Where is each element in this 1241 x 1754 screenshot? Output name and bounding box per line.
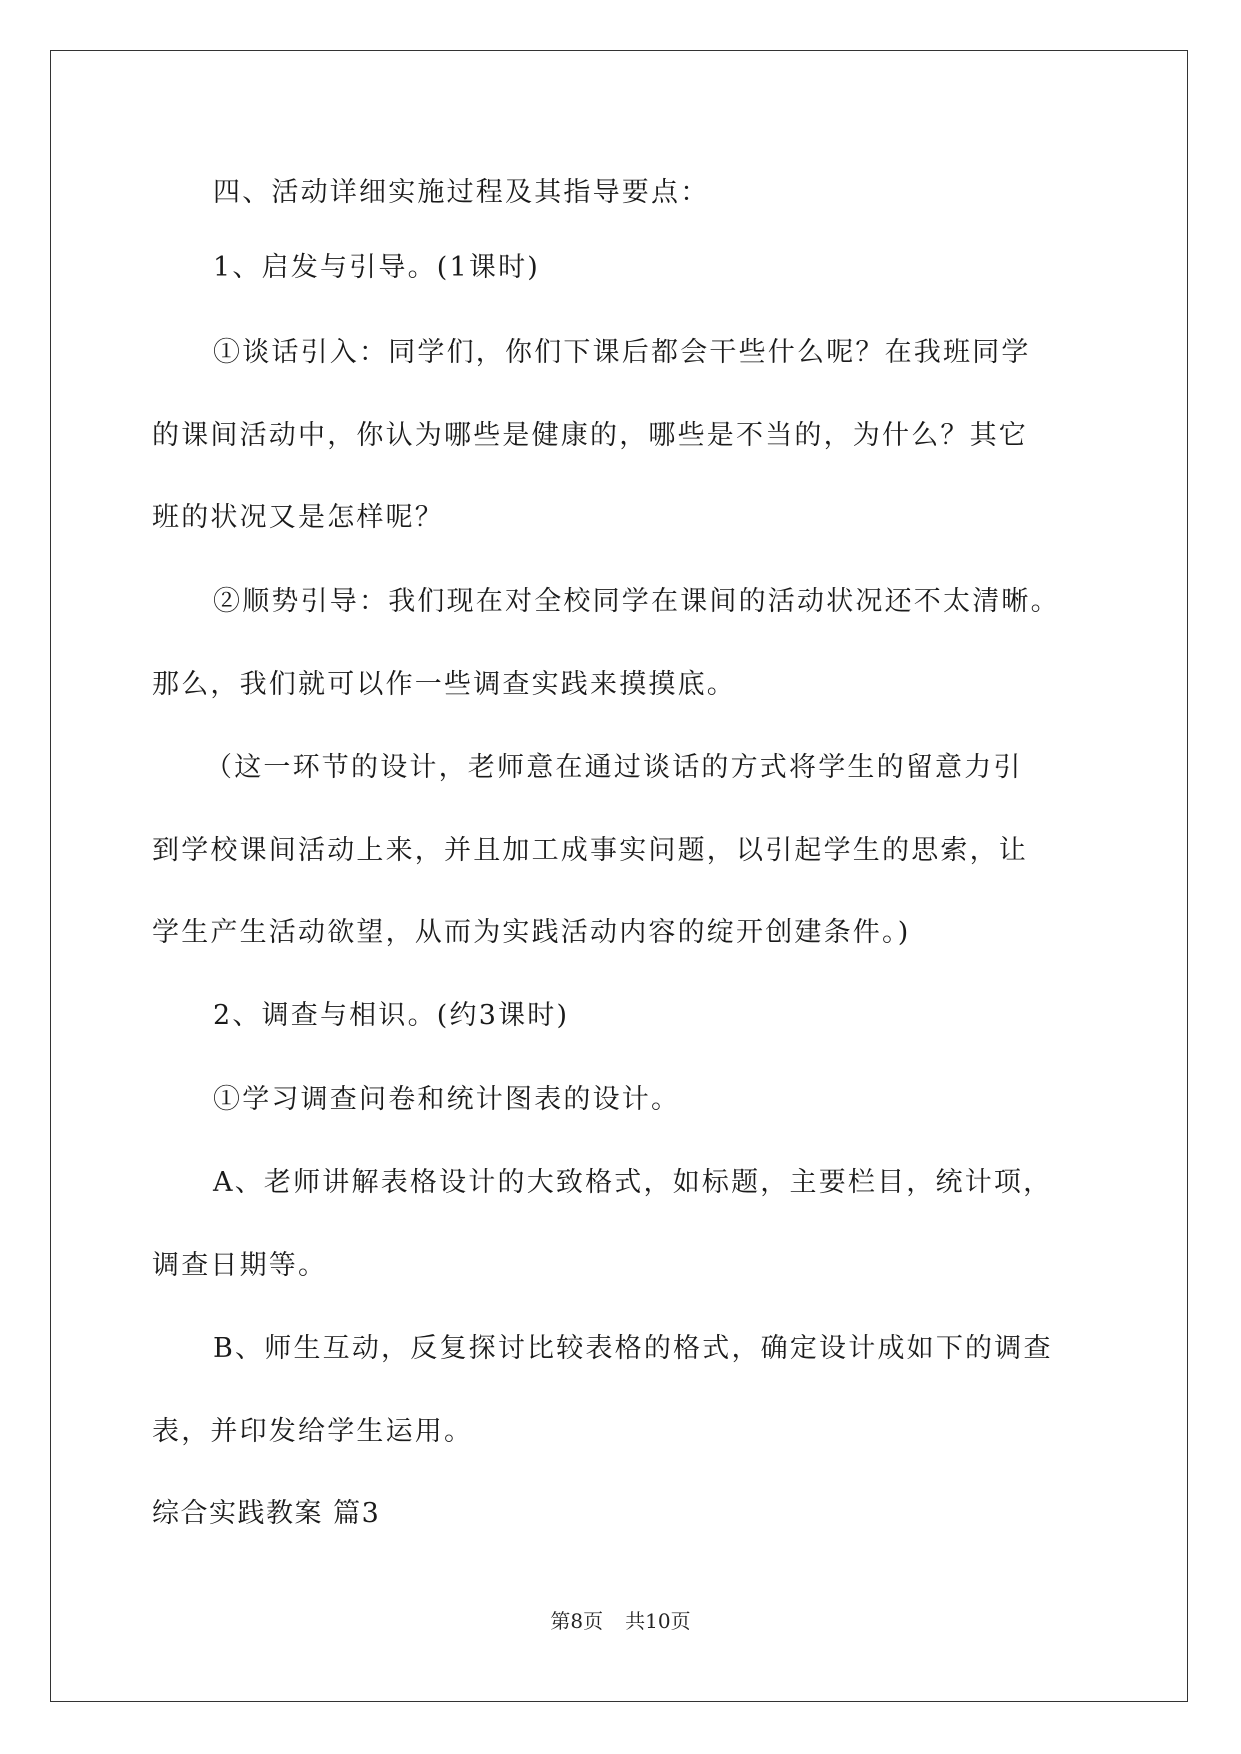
- paragraph-line: 学生产生活动欲望，从而为实践活动内容的绽开创建条件。): [152, 917, 911, 948]
- page-border: [50, 50, 1188, 1702]
- step-one-heading: 1、启发与引导。(1课时): [213, 252, 541, 283]
- section-heading: 综合实践教案 篇3: [152, 1498, 381, 1529]
- paragraph-line: 表，并印发给学生运用。: [152, 1416, 474, 1447]
- page-number: 第8页: [550, 1609, 604, 1633]
- paragraph-line: B、师生互动，反复探讨比较表格的格式，确定设计成如下的调查: [213, 1333, 1053, 1364]
- paragraph-line: 班的状况又是怎样呢？: [152, 502, 444, 533]
- page-total: 共10页: [625, 1609, 691, 1633]
- paragraph-line: ②顺势引导：我们现在对全校同学在课间的活动状况还不太清晰。: [213, 586, 1060, 617]
- paragraph-line: ①谈话引入：同学们，你们下课后都会干些什么呢？在我班同学: [213, 337, 1031, 368]
- paragraph-line: ①学习调查问卷和统计图表的设计。: [213, 1084, 681, 1115]
- paragraph-line: 那么，我们就可以作一些调查实践来摸摸底。: [152, 669, 736, 700]
- paragraph-line: 到学校课间活动上来，并且加工成事实问题，以引起学生的思索，让: [152, 835, 1028, 866]
- section-four-heading: 四、活动详细实施过程及其指导要点：: [213, 177, 710, 208]
- paragraph-line: （这一环节的设计，老师意在通过谈话的方式将学生的留意力引: [205, 752, 1023, 783]
- page-footer: [0, 1608, 1241, 1634]
- step-two-heading: 2、调查与相识。(约3课时): [213, 1000, 570, 1031]
- paragraph-line: A、老师讲解表格设计的大致格式，如标题，主要栏目，统计项，: [213, 1167, 1053, 1198]
- paragraph-line: 的课间活动中，你认为哪些是健康的，哪些是不当的，为什么？其它: [152, 420, 1028, 451]
- paragraph-line: 调查日期等。: [152, 1250, 328, 1281]
